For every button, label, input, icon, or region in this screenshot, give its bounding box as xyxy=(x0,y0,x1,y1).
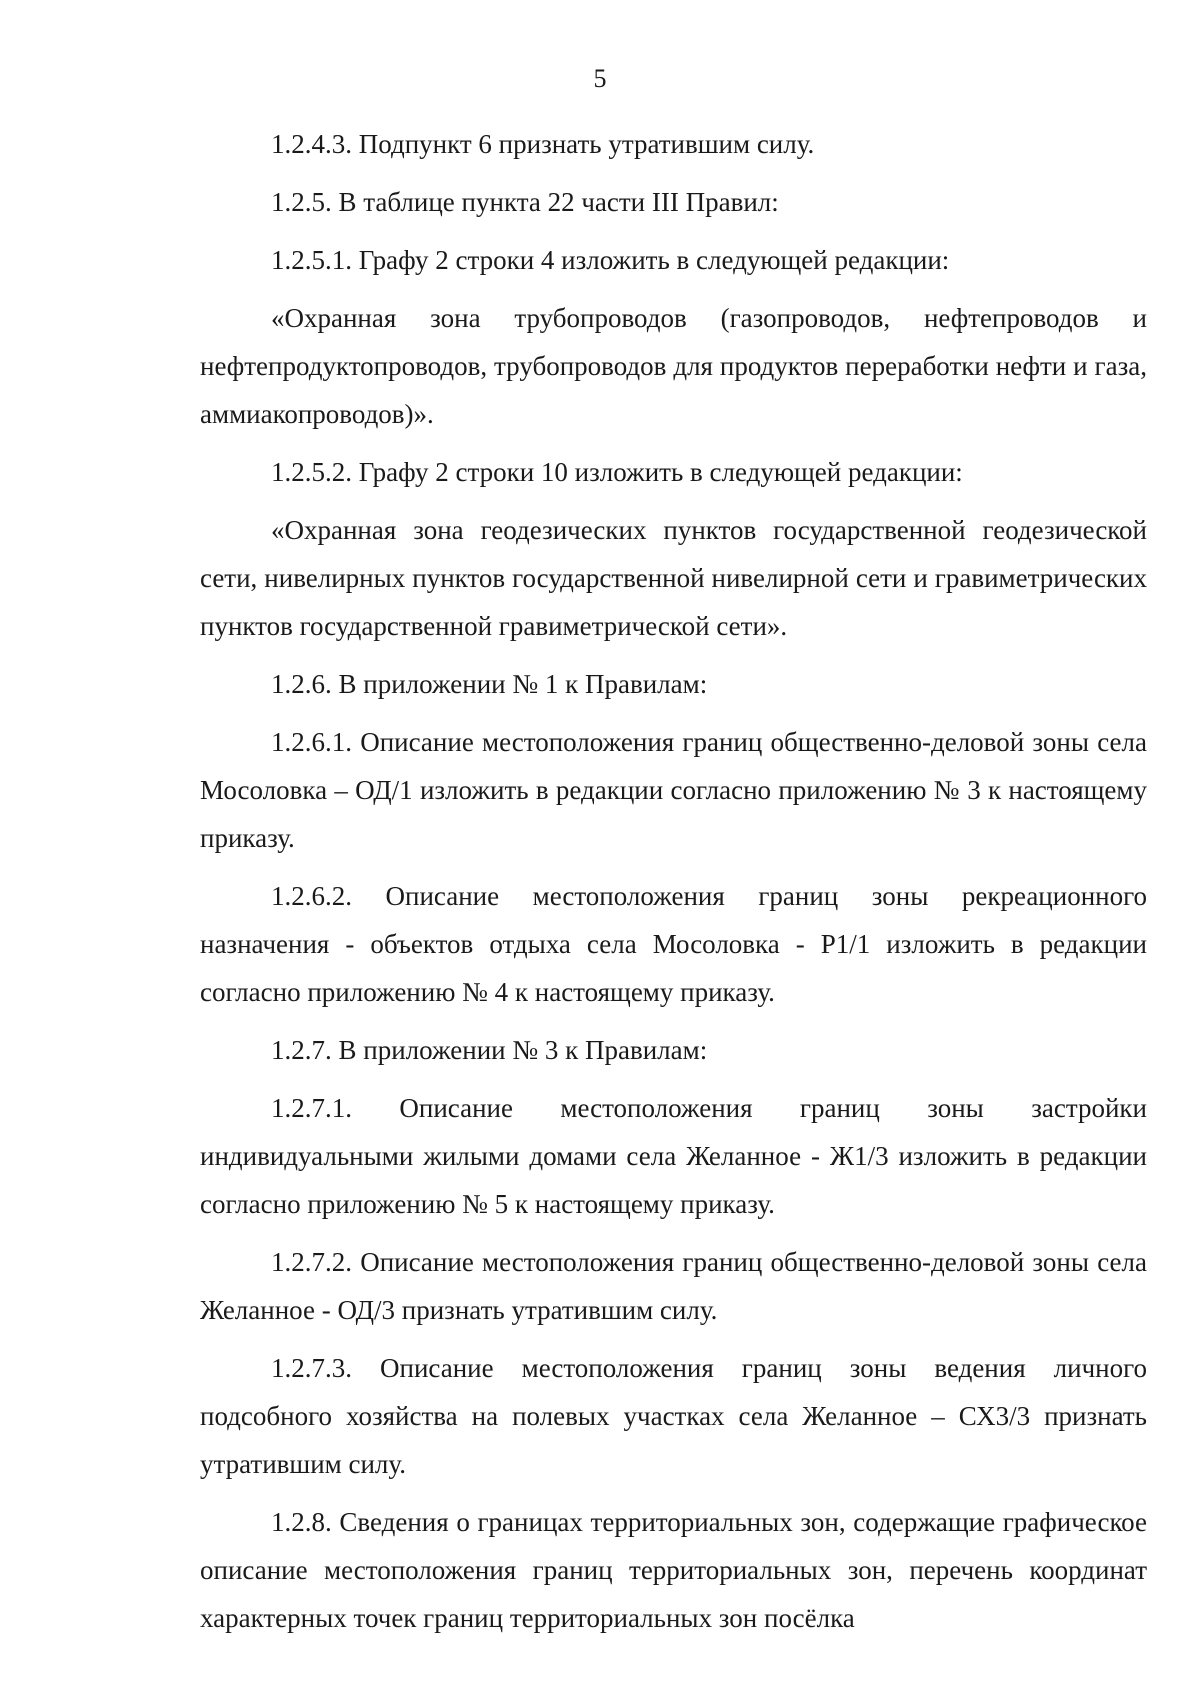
document-body xyxy=(200,120,1147,1652)
paragraph-1-2-7: 1.2.7. В приложении № 3 к Правилам: xyxy=(271,1035,708,1065)
paragraph-1-2-5: 1.2.5. В таблице пункта 22 части III Правил: xyxy=(271,187,779,217)
paragraph-1-2-4-3: 1.2.4.3. Подпункт 6 признать утратившим силу. xyxy=(271,129,815,159)
quote-pipeline-protection-zone: «Охранная зона трубопроводов (газопроводов, нефтепроводов и нефтепродуктопроводов, трубопроводов для продуктов переработки нефти и газа, аммиакопроводов)». xyxy=(200,303,1147,429)
paragraph-1-2-5-2: 1.2.5.2. Графу 2 строки 10 изложить в следующей редакции: xyxy=(271,457,963,487)
paragraph-1-2-6: 1.2.6. В приложении № 1 к Правилам: xyxy=(271,669,708,699)
paragraph-1-2-8: 1.2.8. Сведения о границах территориальных зон, содержащие графическое описание местоположения границ территориальных зон, перечень координат характерных точек границ территориальных зон посёлка xyxy=(200,1507,1147,1633)
paragraph-1-2-6-1: 1.2.6.1. Описание местоположения границ общественно-деловой зоны села Мосоловка – ОД/1 изложить в редакции согласно приложению № 3 к настоящему приказу. xyxy=(200,727,1147,853)
page-number: 5 xyxy=(593,64,607,93)
quote-geodetic-protection-zone: «Охранная зона геодезических пунктов государственной геодезической сети, нивелирных пунктов государственной нивелирной сети и гравиметрических пунктов государственной гравиметрической сети». xyxy=(200,515,1147,641)
paragraph-1-2-7-2: 1.2.7.2. Описание местоположения границ общественно-деловой зоны села Желанное - ОД/3 признать утратившим силу. xyxy=(200,1247,1147,1325)
paragraph-1-2-7-1: 1.2.7.1. Описание местоположения границ зоны застройки индивидуальными жилыми домами села Желанное - Ж1/3 изложить в редакции согласно приложению № 5 к настоящему приказу. xyxy=(200,1093,1147,1219)
paragraph-1-2-7-3: 1.2.7.3. Описание местоположения границ зоны ведения личного подсобного хозяйства на полевых участках села Желанное – СХ3/3 признать утратившим силу. xyxy=(200,1353,1147,1479)
paragraph-1-2-5-1: 1.2.5.1. Графу 2 строки 4 изложить в следующей редакции: xyxy=(271,245,950,275)
paragraph-1-2-6-2: 1.2.6.2. Описание местоположения границ зоны рекреационного назначения - объектов отдыха села Мосоловка - Р1/1 изложить в редакции согласно приложению № 4 к настоящему приказу. xyxy=(200,881,1147,1007)
